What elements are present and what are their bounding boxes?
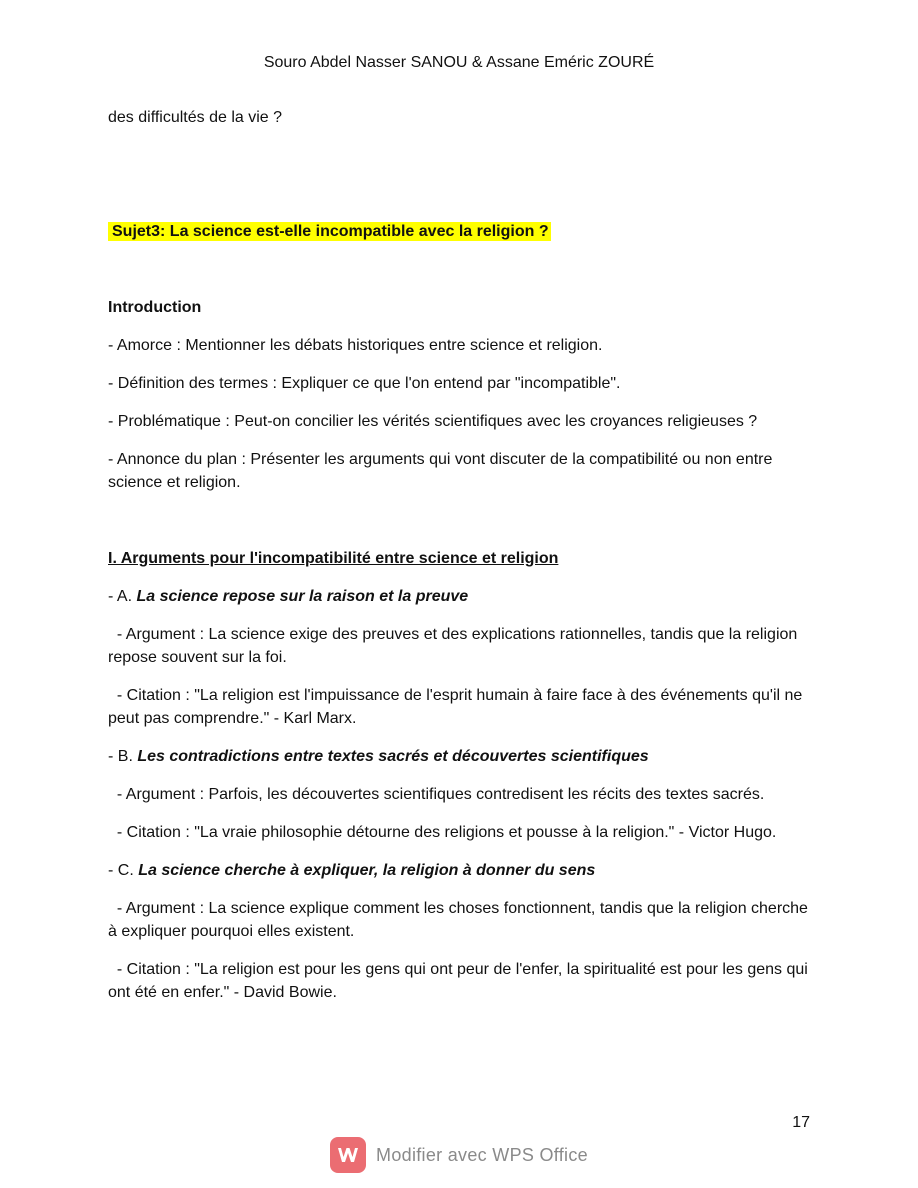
intro-item-definition: - Définition des termes : Expliquer ce que l'on entend par "incompatible". (108, 375, 621, 392)
wps-edit-badge[interactable] (0, 1137, 918, 1173)
subject-title: Sujet3: La science est-elle incompatible avec la religion ? (108, 222, 551, 241)
part1-heading: I. Arguments pour l'incompatibilité entre science et religion (108, 550, 559, 567)
introduction-heading: Introduction (108, 299, 202, 316)
spacer (108, 509, 810, 547)
page-header-authors: Souro Abdel Nasser SANOU & Assane Eméric ZOURÉ (263, 54, 655, 71)
subsection-b-citation: - Citation : "La vraie philosophie détourne des religions et pousse à la religion." - Victor Hugo. (108, 824, 777, 841)
intro-item-amorce: - Amorce : Mentionner les débats historiques entre science et religion. (108, 337, 603, 354)
subsection-prefix: - B. (108, 748, 138, 765)
part1-heading-para (108, 547, 810, 570)
subsection-c-argument: - Argument : La science explique comment les choses fonctionnent, tandis que la religion cherche à expliquer pourquoi elles existent. (108, 900, 813, 940)
subsection-prefix: - C. (108, 862, 139, 879)
subsection-c-citation: - Citation : "La religion est pour les gens qui ont peur de l'enfer, la spiritualité est pour les gens qui ont été en enfer." - David Bowie. (108, 961, 813, 1001)
subsection-title: Les contradictions entre textes sacrés et découvertes scientifiques (137, 748, 649, 765)
intro-line: des difficultés de la vie ? (108, 109, 283, 126)
subject-title-para (108, 220, 810, 243)
document-body (108, 106, 813, 1019)
intro-item-problematique: - Problématique : Peut-on concilier les vérités scientifiques avec les croyances religieuses ? (108, 413, 758, 430)
subsection-a-argument: - Argument : La science exige des preuves et des explications rationnelles, tandis que la religion repose souvent sur la foi. (108, 626, 802, 666)
subsection-b-title (108, 745, 810, 768)
subsection-a-citation: - Citation : "La religion est l'impuissance de l'esprit humain à faire face à des événements qu'il ne peut pas comprendre." - Karl Marx. (108, 687, 807, 727)
page-number: 17 (792, 1114, 810, 1131)
subsection-b-argument: - Argument : Parfois, les découvertes scientifiques contredisent les récits des textes sacrés. (108, 786, 765, 803)
wps-edit-label[interactable]: Modifier avec WPS Office (376, 1144, 588, 1165)
wps-logo-icon (330, 1137, 366, 1173)
intro-item-annonce: - Annonce du plan : Présenter les arguments qui vont discuter de la compatibilité ou non entre science et religion. (108, 451, 773, 491)
subsection-c-title (108, 859, 810, 882)
subsection-title: La science cherche à expliquer, la religion à donner du sens (138, 862, 596, 879)
subsection-prefix: - A. (108, 588, 137, 605)
spacer (108, 258, 810, 296)
subsection-a-title (108, 585, 810, 608)
subsection-title: La science repose sur la raison et la preuve (136, 588, 469, 605)
spacer (108, 144, 810, 220)
